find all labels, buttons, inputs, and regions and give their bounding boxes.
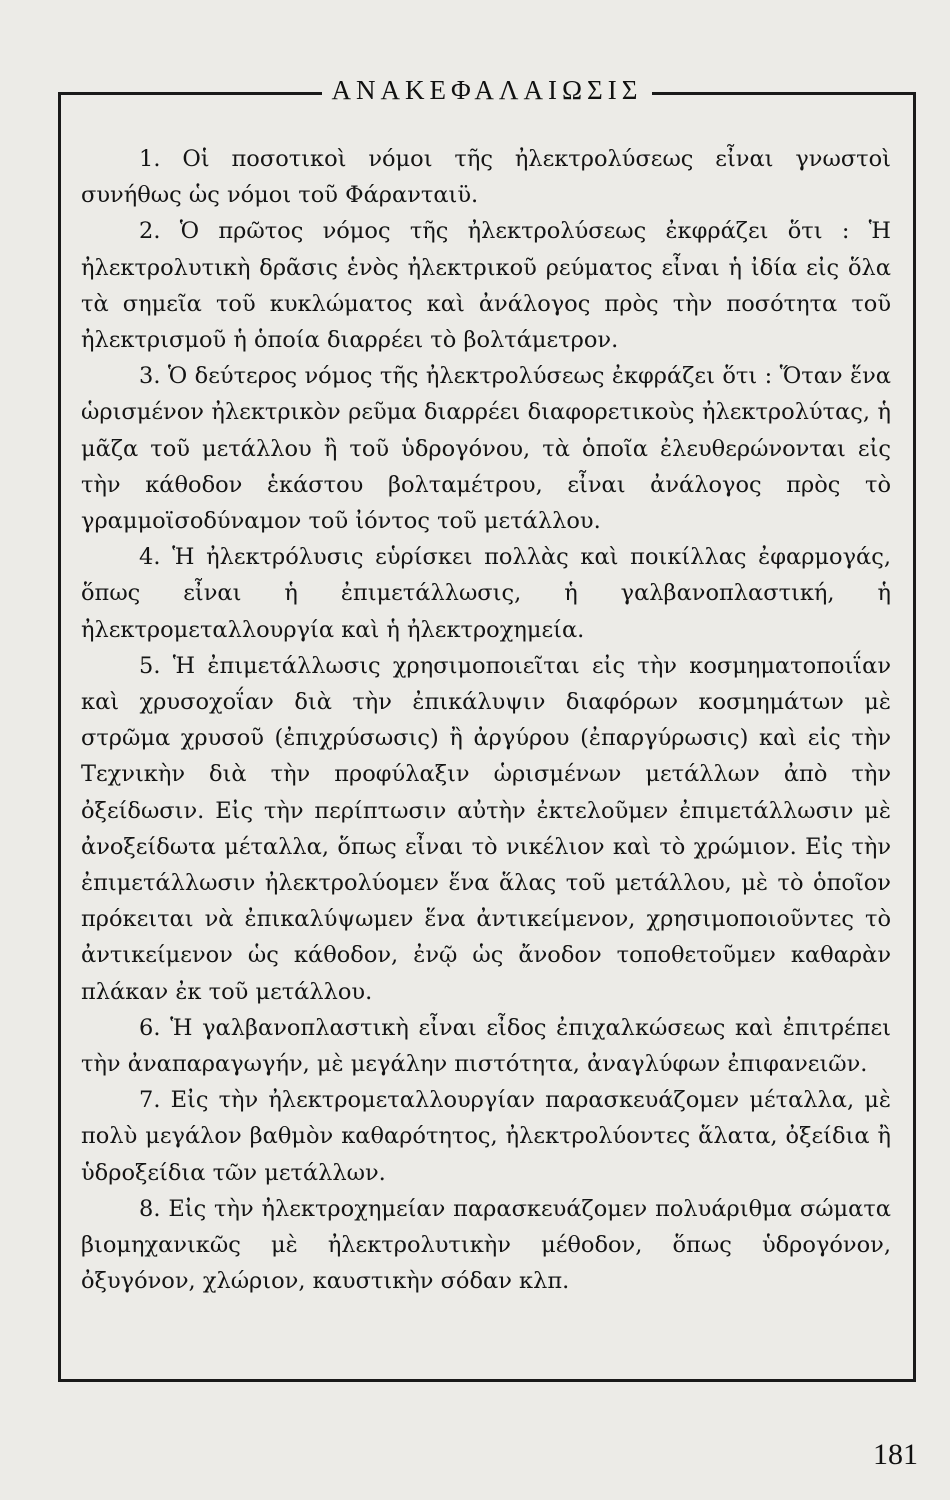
page-number: 181: [873, 1438, 918, 1471]
summary-box: [58, 75, 916, 1382]
summary-item-6: 6. Ἡ γαλβανοπλαστικὴ εἶναι εἶδος ἐπιχαλκώσεως καὶ ἐπιτρέπει τὴν ἀναπαραγωγήν, μὲ μεγάλην πιστότητα, ἀναγλύφων ἐπιφανειῶν.: [81, 1014, 891, 1078]
page-title: ΑΝΑΚΕΦΑΛΑΙΩΣΙΣ: [322, 73, 653, 107]
summary-item-4: 4. Ἡ ἠλεκτρόλυσις εὑρίσκει πολλὰς καὶ ποικίλλας ἐφαρμογάς, ὅπως εἶναι ἡ ἐπιμετάλλωσις, ἡ γαλβανοπλαστική, ἡ ἠλεκτρομεταλλουργία καὶ ἡ ἠλεκτροχημεία.: [81, 544, 891, 643]
summary-item-3: 3. Ὁ δεύτερος νόμος τῆς ἠλεκτρολύσεως ἐκφράζει ὅτι : Ὅταν ἕνα ὡρισμένον ἠλεκτρικὸν ρεῦμα διαρρέει διαφορετικοὺς ἠλεκτρολύτας, ἡ μᾶζα τοῦ μετάλλου ἢ τοῦ ὑδρογόνου, τὰ ὁποῖα ἐλευθερώνονται εἰς τὴν κάθοδον ἑκάστου βολταμέτρου, εἶναι ἀνάλογος πρὸς τὸ γραμμοϊσοδύναμον τοῦ ἰόντος τοῦ μετάλλου.: [81, 363, 891, 535]
summary-item-8: 8. Εἰς τὴν ἠλεκτροχημείαν παρασκευάζομεν πολυάριθμα σώματα βιομηχανικῶς μὲ ἠλεκτρολυτικὴν μέθοδον, ὅπως ὑδρογόνον, ὀξυγόνον, χλώριον, καυστικὴν σόδαν κλπ.: [81, 1195, 891, 1295]
summary-item-2: 2. Ὁ πρῶτος νόμος τῆς ἠλεκτρολύσεως ἐκφράζει ὅτι : Ἡ ἠλεκτρολυτικὴ δρᾶσις ἑνὸς ἠλεκτρικοῦ ρεύματος εἶναι ἡ ἰδία εἰς ὅλα τὰ σημεῖα τοῦ κυκλώματος καὶ ἀνάλογος πρὸς τὴν ποσότητα τοῦ ἠλεκτρισμοῦ ἡ ὁποία διαρρέει τὸ βολτάμετρον.: [81, 218, 891, 354]
summary-item-7: 7. Εἰς τὴν ἠλεκτρομεταλλουργίαν παρασκευάζομεν μέταλλα, μὲ πολὺ μεγάλον βαθμὸν καθαρότητος, ἠλεκτρολύοντες ἅλατα, ὀξείδια ἢ ὑδροξείδια τῶν μετάλλων.: [81, 1087, 891, 1186]
heading-wrap: [61, 73, 913, 107]
summary-item-1: 1. Οἱ ποσοτικοὶ νόμοι τῆς ἠλεκτρολύσεως εἶναι γνωστοὶ συνήθως ὡς νόμοι τοῦ Φάρανταιϋ.: [81, 146, 891, 209]
summary-list: [81, 141, 891, 1300]
summary-item-5: 5. Ἡ ἐπιμετάλλωσις χρησιμοποιεῖται εἰς τὴν κοσμηματοποιΐαν καὶ χρυσοχοΐαν διὰ τὴν ἐπικάλυψιν διαφόρων κοσμημάτων μὲ στρῶμα χρυσοῦ (ἐπιχρύσωσις) ἢ ἀργύρου (ἐπαργύρωσις) καὶ εἰς τὴν Τεχνικὴν διὰ τὴν προφύλαξιν ὡρισμένων μετάλλων ἀπὸ τὴν ὀξείδωσιν. Εἰς τὴν περίπτωσιν αὐτὴν ἐκτελοῦμεν ἐπιμετάλλωσιν μὲ ἀνοξείδωτα μέταλλα, ὅπως εἶναι τὸ νικέλιον καὶ τὸ χρώμιον. Εἰς τὴν ἐπιμετάλλωσιν ἠλεκτρολύομεν ἕνα ἅλας τοῦ μετάλλου, μὲ τὸ ὁποῖον πρόκειται νὰ ἐπικαλύψωμεν ἕνα ἀντικείμενον, χρησιμοποιοῦντες τὸ ἀντικείμενον ὡς κάθοδον, ἐνῷ ὡς ἄνοδον τοποθετοῦμεν καθαρὰν πλάκαν ἐκ τοῦ μετάλλου.: [81, 652, 891, 1005]
